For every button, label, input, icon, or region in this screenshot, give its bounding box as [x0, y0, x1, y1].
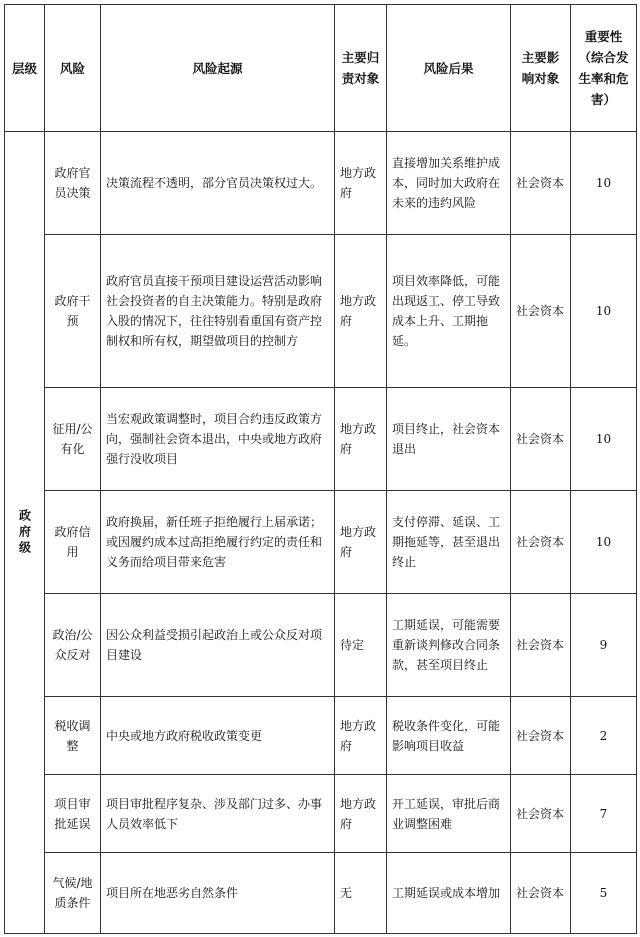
source-cell: 因公众利益受损引起政治上或公众反对项目建设 [101, 594, 335, 697]
affected-cell: 社会资本 [511, 697, 571, 775]
consequence-cell: 支付停滞、延误、工期拖延等，甚至退出终止 [387, 491, 511, 594]
risk-cell: 政治/公众反对 [45, 594, 101, 697]
header-level: 层级 [5, 5, 45, 132]
table-row [5, 388, 637, 491]
table-row [5, 491, 637, 594]
header-importance: 重要性（综合发生率和危害） [571, 5, 637, 132]
source-cell: 政府换届，新任班子拒绝履行上届承诺；或因履约成本过高拒绝履行约定的责任和义务而给项目带来危害 [101, 491, 335, 594]
source-cell: 中央或地方政府税收政策变更 [101, 697, 335, 775]
affected-cell: 社会资本 [511, 594, 571, 697]
risk-cell: 政府信用 [45, 491, 101, 594]
risk-cell: 政府官员决策 [45, 132, 101, 235]
responsible-cell: 待定 [335, 594, 387, 697]
affected-cell: 社会资本 [511, 853, 571, 934]
source-cell: 项目所在地恶劣自然条件 [101, 853, 335, 934]
score-cell: 2 [571, 697, 637, 775]
responsible-cell: 地方政府 [335, 491, 387, 594]
consequence-cell: 开工延误，审批后商业调整困难 [387, 775, 511, 853]
table-row [5, 235, 637, 388]
responsible-cell: 地方政府 [335, 235, 387, 388]
header-source: 风险起源 [101, 5, 335, 132]
table-row [5, 775, 637, 853]
affected-cell: 社会资本 [511, 388, 571, 491]
source-cell: 当宏观政策调整时，项目合约违反政策方向，强制社会资本退出，中央或地方政府强行没收项目 [101, 388, 335, 491]
risk-cell: 征用/公有化 [45, 388, 101, 491]
header-consequence: 风险后果 [387, 5, 511, 132]
score-cell: 5 [571, 853, 637, 934]
risk-cell: 政府干预 [45, 235, 101, 388]
affected-cell: 社会资本 [511, 775, 571, 853]
score-cell: 10 [571, 235, 637, 388]
risk-cell: 税收调整 [45, 697, 101, 775]
consequence-cell: 工期延误，可能需要重新谈判修改合同条款，甚至项目终止 [387, 594, 511, 697]
table-row [5, 853, 637, 934]
table-row [5, 697, 637, 775]
responsible-cell: 地方政府 [335, 132, 387, 235]
risk-cell: 气候/地质条件 [45, 853, 101, 934]
risk-cell: 项目审批延误 [45, 775, 101, 853]
affected-cell: 社会资本 [511, 132, 571, 235]
consequence-cell: 直接增加关系维护成本，同时加大政府在未来的违约风险 [387, 132, 511, 235]
consequence-cell: 工期延误或成本增加 [387, 853, 511, 934]
table-row [5, 132, 637, 235]
responsible-cell: 地方政府 [335, 697, 387, 775]
consequence-cell: 税收条件变化，可能影响项目收益 [387, 697, 511, 775]
responsible-cell: 地方政府 [335, 388, 387, 491]
affected-cell: 社会资本 [511, 235, 571, 388]
header-affected: 主要影响对象 [511, 5, 571, 132]
responsible-cell: 无 [335, 853, 387, 934]
consequence-cell: 项目效率降低，可能出现返工、停工导致成本上升、工期拖延。 [387, 235, 511, 388]
score-cell: 10 [571, 491, 637, 594]
level-cell: 政府级 [5, 132, 45, 934]
table-row [5, 594, 637, 697]
header-risk: 风险 [45, 5, 101, 132]
header-row [5, 5, 637, 132]
responsible-cell: 地方政府 [335, 775, 387, 853]
source-cell: 决策流程不透明，部分官员决策权过大。 [101, 132, 335, 235]
score-cell: 7 [571, 775, 637, 853]
score-cell: 9 [571, 594, 637, 697]
source-cell: 项目审批程序复杂、涉及部门过多、办事人员效率低下 [101, 775, 335, 853]
score-cell: 10 [571, 388, 637, 491]
source-cell: 政府官员直接干预项目建设运营活动影响社会投资者的自主决策能力。特别是政府入股的情况下，往往特别看重国有资产控制权和所有权，期望做项目的控制方 [101, 235, 335, 388]
consequence-cell: 项目终止，社会资本退出 [387, 388, 511, 491]
header-responsible: 主要归责对象 [335, 5, 387, 132]
affected-cell: 社会资本 [511, 491, 571, 594]
risk-table [4, 4, 637, 934]
score-cell: 10 [571, 132, 637, 235]
